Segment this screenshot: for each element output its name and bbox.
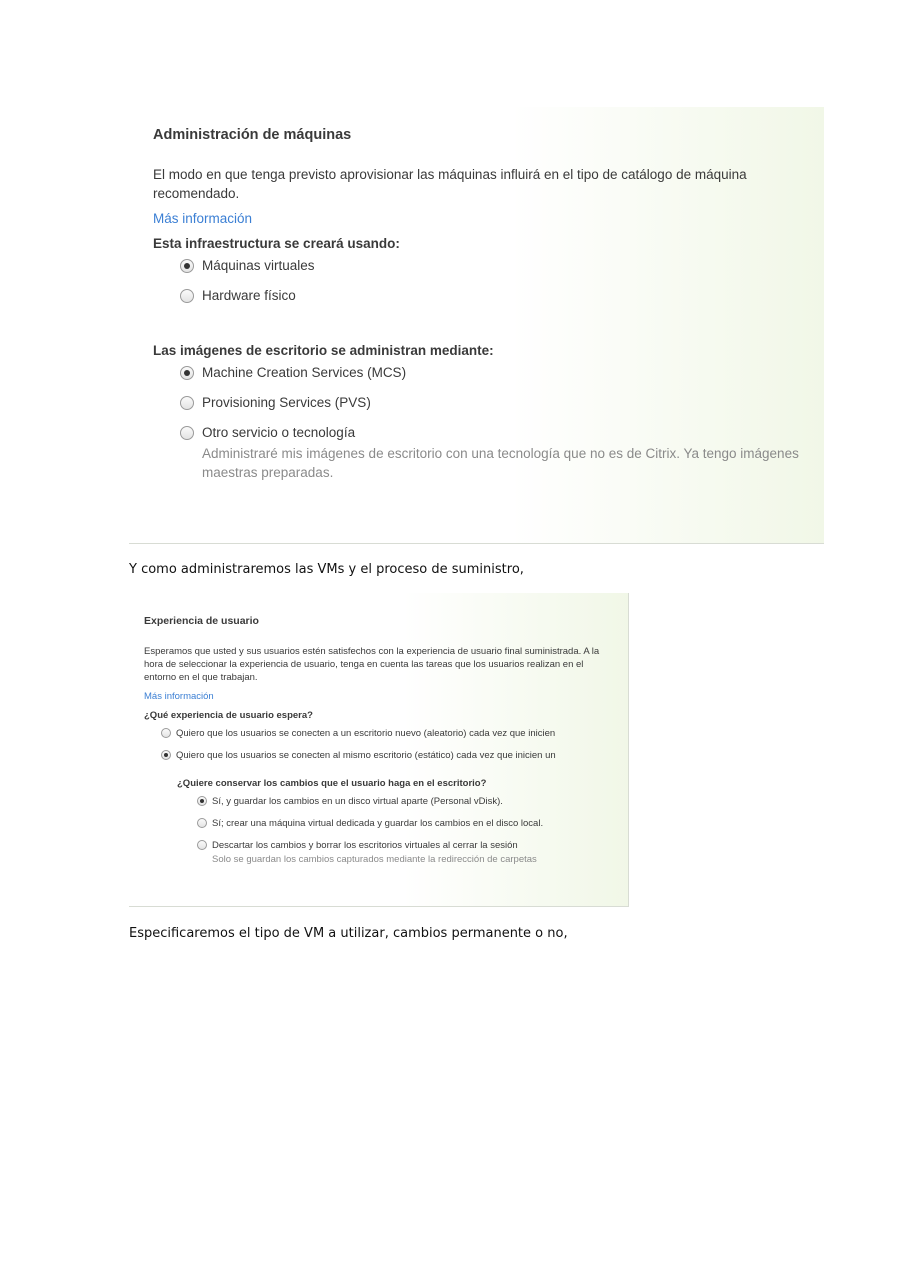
physical-hardware-option[interactable] — [180, 287, 800, 317]
option-label: Hardware físico — [202, 288, 296, 303]
radio-selected-icon[interactable] — [180, 366, 194, 380]
virtual-machines-option[interactable] — [180, 257, 800, 287]
radio-selected-icon[interactable] — [180, 259, 194, 273]
radio-unselected-icon[interactable] — [197, 818, 207, 828]
caption-text: Especificaremos el tipo de VM a utilizar, cambios permanente o no, — [129, 926, 568, 941]
option-subtext: Solo se guardan los cambios capturados mediante la redirección de carpetas — [212, 854, 537, 865]
option-label: Otro servicio o tecnología — [202, 425, 356, 440]
other-technology-option[interactable] — [180, 424, 800, 482]
radio-selected-icon[interactable] — [197, 796, 207, 806]
option-label: Quiero que los usuarios se conecten a un escritorio nuevo (aleatorio) cada vez que inicien — [176, 728, 556, 739]
radio-unselected-icon[interactable] — [197, 840, 207, 850]
personal-vdisk-option[interactable] — [197, 795, 613, 817]
option-subtext: Administraré mis imágenes de escritorio con una tecnología que no es de Citrix. Ya tengo imágenes maestras preparadas. — [202, 446, 799, 480]
infrastructure-question: Esta infraestructura se creará usando: — [153, 236, 400, 251]
panel-description: Esperamos que usted y sus usuarios estén satisfechos con la experiencia de usuario final suministrada. A la hora de seleccionar la experiencia de usuario, tenga en cuenta las tareas que los usuarios realizan en el entorno en el que trabajan. — [144, 646, 600, 683]
option-label: Provisioning Services (PVS) — [202, 395, 371, 410]
keep-changes-question: ¿Quiere conservar los cambios que el usuario haga en el escritorio? — [177, 778, 487, 789]
desktop-images-question: Las imágenes de escritorio se administran mediante: — [153, 343, 494, 358]
option-label: Sí; crear una máquina virtual dedicada y guardar los cambios en el disco local. — [212, 818, 544, 829]
pvs-option[interactable] — [180, 394, 800, 424]
radio-unselected-icon[interactable] — [180, 426, 194, 440]
machine-management-panel — [129, 107, 824, 544]
option-label: Sí, y guardar los cambios en un disco virtual aparte (Personal vDisk). — [212, 796, 503, 807]
more-info-link[interactable]: Más información — [144, 691, 214, 702]
caption-text: Y como administraremos las VMs y el proceso de suministro, — [129, 562, 524, 577]
panel-title: Administración de máquinas — [153, 127, 352, 143]
option-label: Quiero que los usuarios se conecten al mismo escritorio (estático) cada vez que inicien un — [176, 750, 556, 761]
discard-changes-option[interactable] — [197, 839, 613, 866]
dedicated-vm-option[interactable] — [197, 817, 613, 839]
experience-question: ¿Qué experiencia de usuario espera? — [144, 710, 313, 721]
radio-unselected-icon[interactable] — [180, 396, 194, 410]
random-desktop-option[interactable] — [161, 727, 613, 749]
radio-selected-icon[interactable] — [161, 750, 171, 760]
option-label: Machine Creation Services (MCS) — [202, 365, 407, 380]
option-label: Descartar los cambios y borrar los escritorios virtuales al cerrar la sesión — [212, 840, 518, 851]
panel-description: El modo en que tenga previsto aprovisionar las máquinas influirá en el tipo de catálogo de máquina recomendado. — [153, 167, 747, 201]
radio-unselected-icon[interactable] — [180, 289, 194, 303]
static-desktop-option[interactable] — [161, 749, 613, 771]
option-label: Máquinas virtuales — [202, 258, 315, 273]
radio-unselected-icon[interactable] — [161, 728, 171, 738]
panel-title: Experiencia de usuario — [144, 615, 259, 627]
user-experience-panel — [129, 593, 629, 907]
mcs-option[interactable] — [180, 364, 800, 394]
more-info-link[interactable]: Más información — [153, 211, 253, 226]
